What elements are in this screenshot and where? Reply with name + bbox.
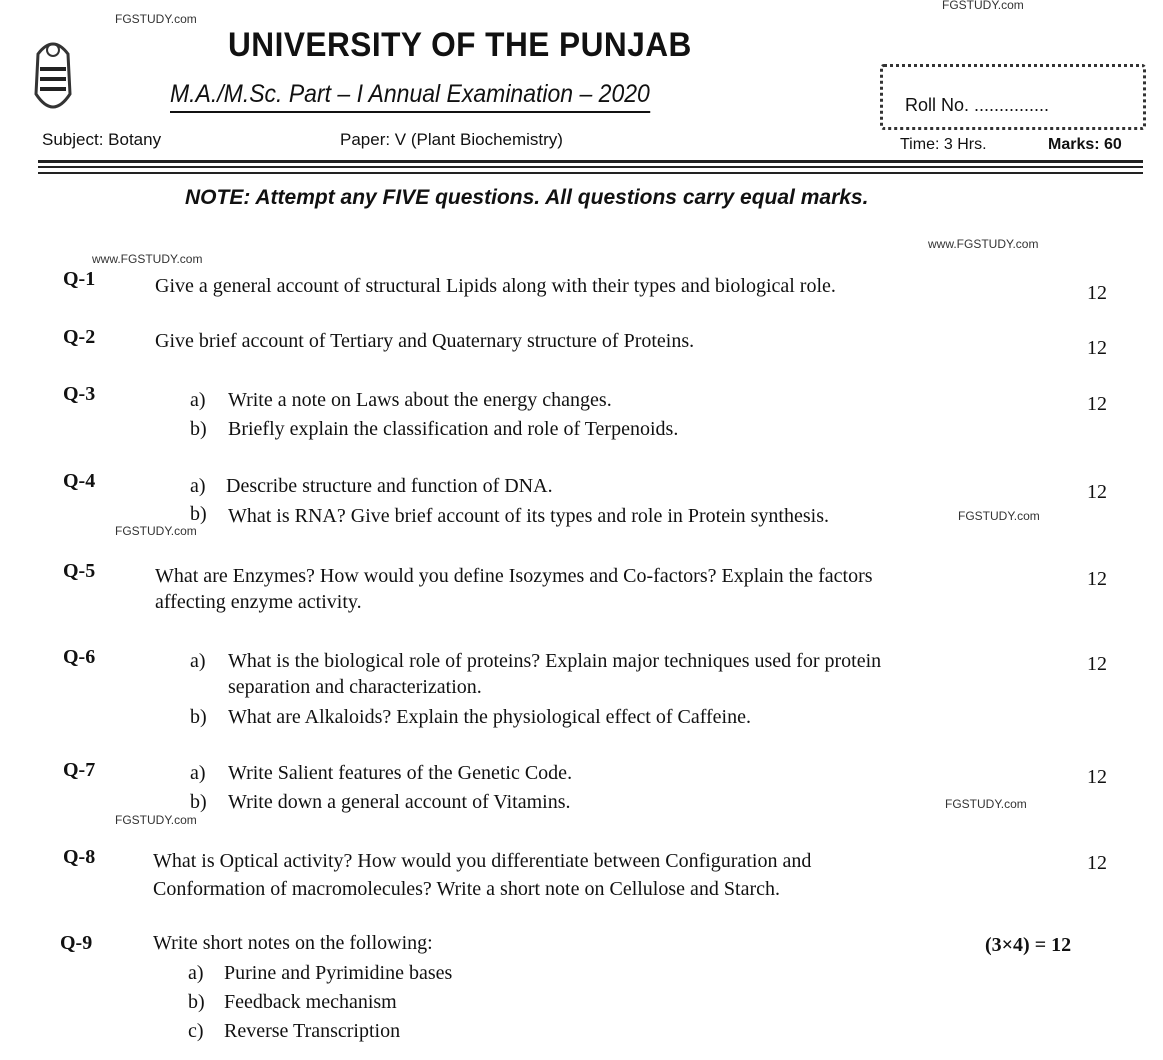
question-marks: 12: [1087, 766, 1107, 788]
part-text: Reverse Transcription: [224, 1020, 401, 1042]
part-text: Write a note on Laws about the energy changes.: [228, 389, 612, 411]
question-text: affecting enzyme activity.: [155, 591, 362, 613]
watermark: FGSTUDY.com: [958, 509, 1040, 523]
part-tag: a): [188, 962, 204, 984]
divider: [38, 160, 1143, 163]
question-text: Give brief account of Tertiary and Quaternary structure of Proteins.: [155, 330, 695, 352]
question-label: Q-5: [63, 560, 96, 582]
part-tag: a): [190, 475, 206, 497]
part-text: What is the biological role of proteins? Explain major techniques used for protein: [228, 650, 882, 672]
total-marks: Marks: 60: [1048, 136, 1122, 153]
part-text: What is RNA? Give brief account of its types and role in Protein synthesis.: [228, 505, 829, 527]
question-label: Q-3: [63, 383, 96, 405]
part-tag: a): [190, 650, 206, 672]
question-label: Q-6: [63, 646, 96, 668]
question-text: Conformation of macromolecules? Write a short note on Cellulose and Starch.: [153, 878, 780, 900]
question-marks: 12: [1087, 393, 1107, 415]
part-tag: a): [190, 762, 206, 784]
part-tag: c): [188, 1020, 204, 1042]
part-tag: a): [190, 389, 206, 411]
question-text: What is Optical activity? How would you differentiate between Configuration and: [153, 850, 812, 872]
part-text: Describe structure and function of DNA.: [226, 475, 553, 497]
part-tag: b): [190, 706, 207, 728]
university-title: UNIVERSITY OF THE PUNJAB: [228, 26, 692, 64]
watermark: FGSTUDY.com: [115, 524, 197, 538]
watermark: FGSTUDY.com: [115, 813, 197, 827]
question-label: Q-7: [63, 759, 96, 781]
question-label: Q-1: [63, 268, 96, 290]
question-marks: 12: [1087, 568, 1107, 590]
watermark: FGSTUDY.com: [115, 12, 197, 26]
question-text: Give a general account of structural Lipids along with their types and biological role.: [155, 275, 836, 297]
part-tag: b): [188, 991, 205, 1013]
instructions-note: NOTE: Attempt any FIVE questions. All questions carry equal marks.: [185, 186, 869, 209]
question-label: Q-4: [63, 470, 96, 492]
watermark: www.FGSTUDY.com: [92, 252, 203, 266]
exam-title: M.A./M.Sc. Part – I Annual Examination – 2020: [170, 80, 650, 113]
time: Time: 3 Hrs.: [900, 136, 987, 153]
paper: Paper: V (Plant Biochemistry): [340, 130, 563, 149]
university-crest-logo: [30, 34, 76, 120]
roll-number-label: Roll No. ...............: [905, 95, 1050, 115]
question-label: Q-9: [60, 932, 93, 954]
part-text: Write Salient features of the Genetic Code.: [228, 762, 573, 784]
question-marks: 12: [1087, 653, 1107, 675]
part-tag: b): [190, 418, 207, 440]
part-tag: b): [190, 503, 207, 525]
question-marks: 12: [1087, 337, 1107, 359]
question-label: Q-8: [63, 846, 96, 868]
question-text: What are Enzymes? How would you define Isozymes and Co-factors? Explain the factors: [155, 565, 873, 587]
divider: [38, 166, 1143, 168]
roll-number-box: [880, 64, 1146, 130]
divider: [38, 172, 1143, 174]
question-marks: (3×4) = 12: [985, 934, 1072, 956]
question-marks: 12: [1087, 481, 1107, 503]
part-text: Purine and Pyrimidine bases: [224, 962, 453, 984]
part-text: separation and characterization.: [228, 676, 482, 698]
part-text: Write down a general account of Vitamins.: [228, 791, 571, 813]
watermark: FGSTUDY.com: [942, 0, 1024, 12]
question-marks: 12: [1087, 852, 1107, 874]
question-text: Write short notes on the following:: [153, 932, 433, 954]
part-text: Briefly explain the classification and role of Terpenoids.: [228, 418, 679, 440]
watermark: FGSTUDY.com: [945, 797, 1027, 811]
question-label: Q-2: [63, 326, 96, 348]
question-marks: 12: [1087, 282, 1107, 304]
watermark: www.FGSTUDY.com: [928, 237, 1039, 251]
part-tag: b): [190, 791, 207, 813]
part-text: Feedback mechanism: [224, 991, 397, 1013]
subject: Subject: Botany: [42, 130, 162, 149]
part-text: What are Alkaloids? Explain the physiological effect of Caffeine.: [228, 706, 751, 728]
